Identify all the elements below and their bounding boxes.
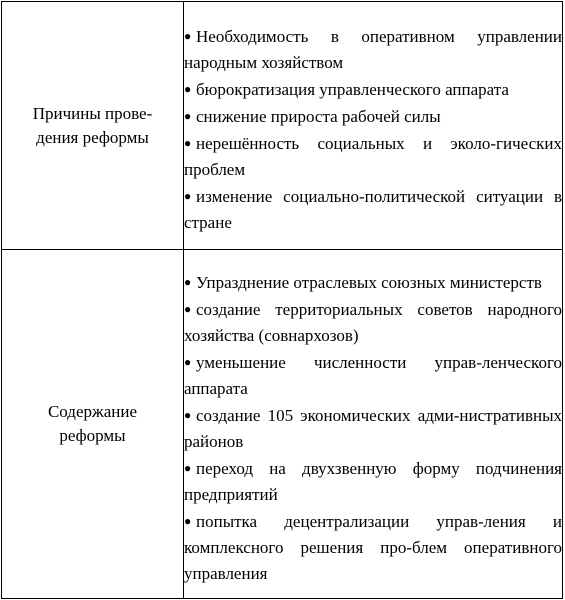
list-item-text: создание территориальных советов народного хозяйства (совнархозов) — [184, 300, 562, 345]
bullet-icon: ● — [184, 408, 192, 422]
causes-label-line: Причины прове- — [32, 103, 153, 123]
bullet-icon: ● — [184, 136, 192, 150]
table-row-causes — [2, 2, 563, 250]
bullet-icon: ● — [184, 302, 192, 316]
list-item — [184, 269, 562, 296]
list-item-text: попытка децентрализации управ-ления и комплексного решения про-блем оперативного управления — [184, 512, 562, 583]
list-item — [184, 76, 562, 103]
bullet-icon: ● — [184, 355, 192, 369]
list-item-text: Необходимость в оперативном управлении народным хозяйством — [184, 27, 562, 72]
bullet-icon: ● — [184, 29, 192, 43]
causes-label-cell — [2, 2, 184, 250]
list-item-text: бюрократизация управленческого аппарата — [196, 80, 509, 99]
bullet-icon: ● — [184, 189, 192, 203]
reform-content-cell — [184, 250, 563, 599]
list-item — [184, 455, 562, 508]
list-item-text: нерешённость социальных и эколо-гических проблем — [184, 134, 562, 179]
content-label-line: Содержание — [47, 402, 138, 421]
list-item — [184, 296, 562, 349]
causes-list — [184, 23, 562, 236]
bullet-icon: ● — [184, 514, 192, 528]
content-label — [13, 400, 173, 448]
list-item-text: Упразднение отраслевых союзных министерств — [196, 273, 542, 292]
list-item — [184, 103, 562, 130]
list-item-text: уменьшение численности управ-ленческого аппарата — [184, 353, 562, 398]
bullet-icon: ● — [184, 275, 192, 289]
table-row-content — [2, 250, 563, 599]
content-list — [184, 269, 562, 587]
list-item — [184, 349, 562, 402]
content-label-line: реформы — [59, 426, 126, 445]
list-item — [184, 183, 562, 236]
bullet-icon: ● — [184, 82, 192, 96]
bullet-icon: ● — [184, 109, 192, 123]
causes-label — [13, 102, 173, 150]
list-item-text: снижение прироста рабочей силы — [196, 107, 441, 126]
list-item — [184, 130, 562, 183]
reform-table — [1, 1, 563, 599]
list-item-text: создание 105 экономических адми-нистративных районов — [184, 406, 562, 451]
list-item — [184, 508, 562, 587]
causes-content-cell — [184, 2, 563, 250]
content-label-cell — [2, 250, 184, 599]
list-item-text: изменение социально-политической ситуации в стране — [184, 187, 562, 232]
list-item — [184, 23, 562, 76]
list-item — [184, 402, 562, 455]
bullet-icon: ● — [184, 461, 192, 475]
causes-label-line: дения реформы — [36, 127, 149, 147]
list-item-text: переход на двухзвенную форму подчинения предприятий — [184, 459, 562, 504]
